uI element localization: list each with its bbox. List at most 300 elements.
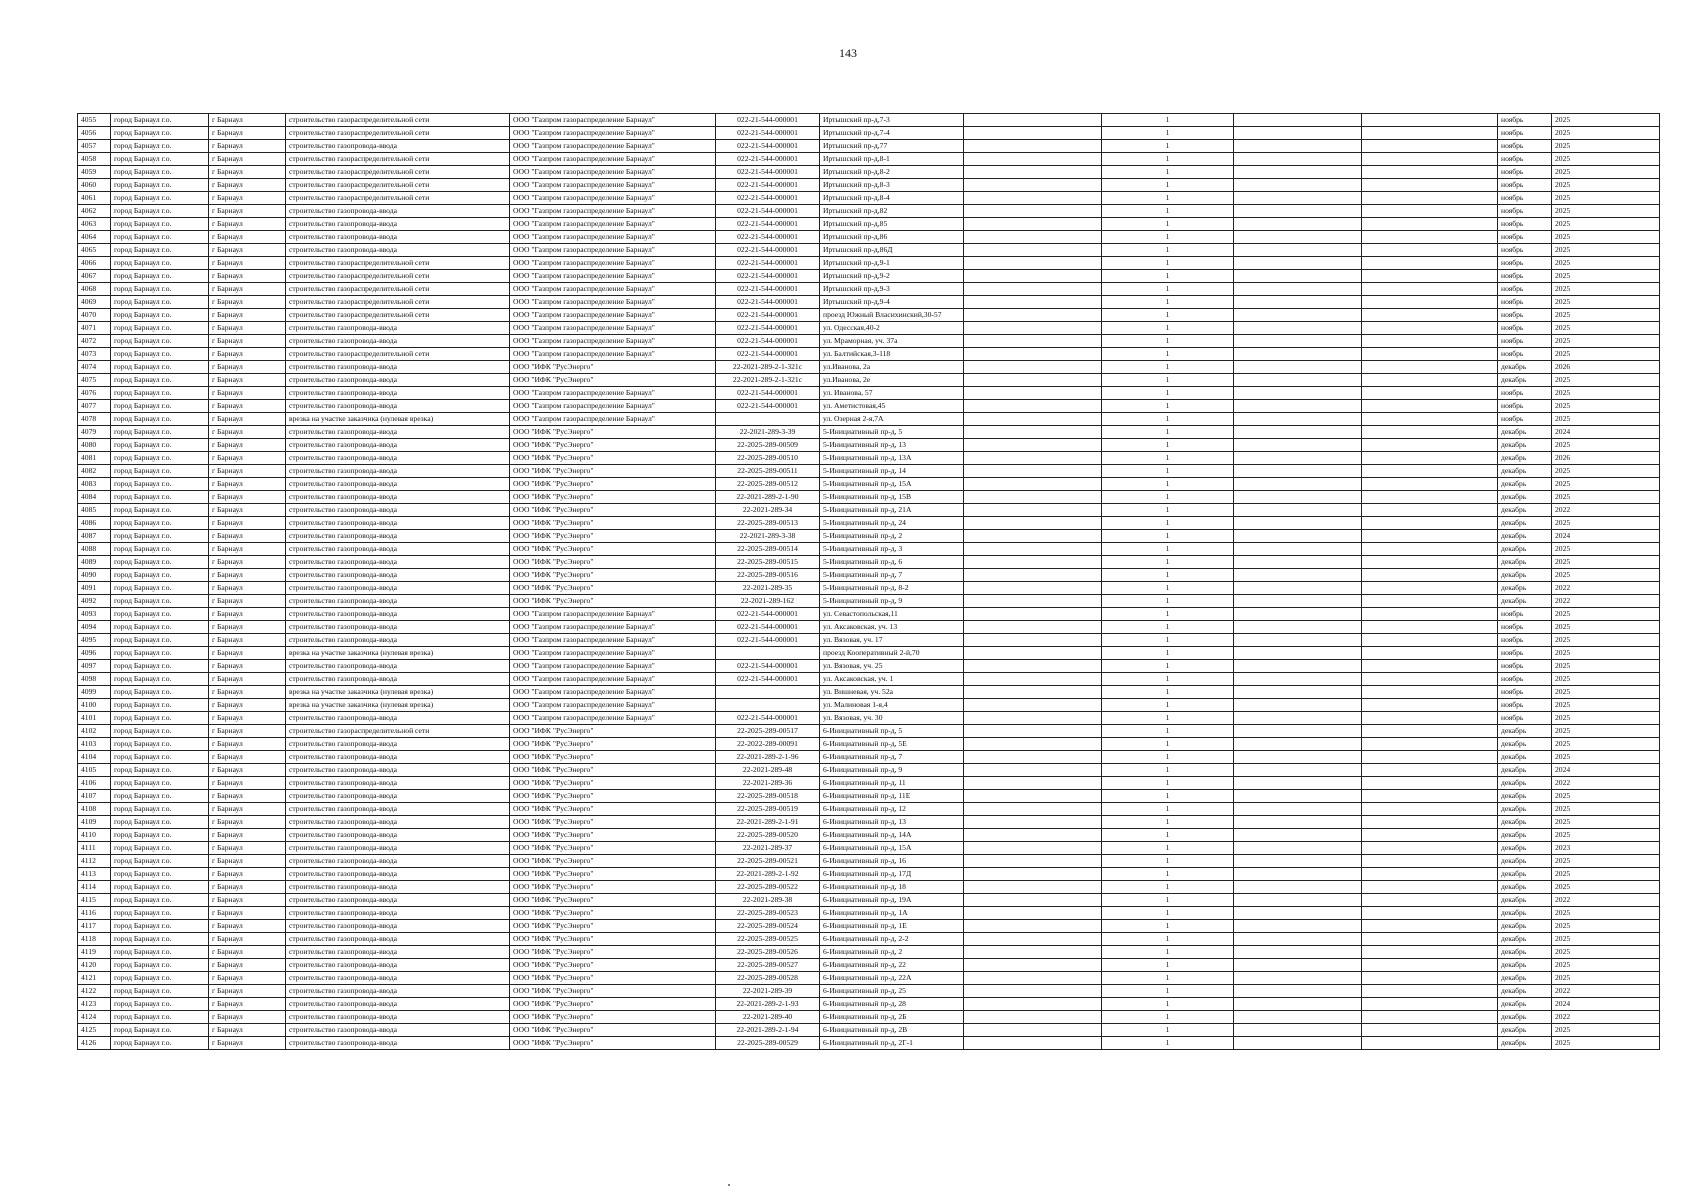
empty-cell [1362, 816, 1498, 829]
count-cell: 1 [1102, 153, 1234, 166]
count-cell: 1 [1102, 465, 1234, 478]
count-cell: 1 [1102, 881, 1234, 894]
address-cell: 6-Инициативный пр-д, 1А [820, 907, 964, 920]
organization-cell: ООО "Газпром газораспределение Барнаул" [510, 413, 716, 426]
city-cell: г Барнаул [209, 959, 286, 972]
year-cell: 2026 [1552, 452, 1660, 465]
city-cell: г Барнаул [209, 140, 286, 153]
empty-cell [1234, 465, 1362, 478]
table-row [78, 829, 1660, 842]
empty-cell [1362, 621, 1498, 634]
registration-number-cell: 22-2025-289-00525 [716, 933, 820, 946]
month-cell: ноябрь [1498, 257, 1552, 270]
address-cell: Иртышский пр-д,9-2 [820, 270, 964, 283]
row-number-cell: 4123 [78, 998, 111, 1011]
district-cell: город Барнаул г.о. [111, 621, 209, 634]
count-cell: 1 [1102, 634, 1234, 647]
row-number-cell: 4072 [78, 335, 111, 348]
month-cell: ноябрь [1498, 127, 1552, 140]
city-cell: г Барнаул [209, 751, 286, 764]
district-cell: город Барнаул г.о. [111, 751, 209, 764]
registration-number-cell: 22-2025-289-00515 [716, 556, 820, 569]
year-cell: 2024 [1552, 998, 1660, 1011]
registration-number-cell: 022-21-544-000001 [716, 608, 820, 621]
city-cell: г Барнаул [209, 972, 286, 985]
empty-cell [1362, 179, 1498, 192]
year-cell: 2025 [1552, 959, 1660, 972]
empty-cell [1362, 322, 1498, 335]
registration-number-cell: 22-2021-289-162 [716, 595, 820, 608]
month-cell: ноябрь [1498, 244, 1552, 257]
table-row [78, 192, 1660, 205]
empty-cell [1234, 491, 1362, 504]
address-cell: ул. Вязовая, уч. 30 [820, 712, 964, 725]
empty-cell [964, 907, 1102, 920]
month-cell: декабрь [1498, 543, 1552, 556]
organization-cell: ООО "ИФК "РусЭнерго" [510, 972, 716, 985]
row-number-cell: 4096 [78, 647, 111, 660]
year-cell: 2025 [1552, 1024, 1660, 1037]
registration-number-cell [716, 413, 820, 426]
registration-number-cell: 22-2025-289-00519 [716, 803, 820, 816]
count-cell: 1 [1102, 868, 1234, 881]
organization-cell: ООО "Газпром газораспределение Барнаул" [510, 335, 716, 348]
district-cell: город Барнаул г.о. [111, 452, 209, 465]
row-number-cell: 4100 [78, 699, 111, 712]
district-cell: город Барнаул г.о. [111, 816, 209, 829]
city-cell: г Барнаул [209, 569, 286, 582]
city-cell: г Барнаул [209, 205, 286, 218]
empty-cell [1362, 439, 1498, 452]
work-type-cell: строительство газораспределительной сети [286, 166, 510, 179]
empty-cell [1234, 322, 1362, 335]
address-cell: 6-Инициативный пр-д, 28 [820, 998, 964, 1011]
table-row [78, 634, 1660, 647]
empty-cell [1362, 738, 1498, 751]
month-cell: декабрь [1498, 569, 1552, 582]
empty-cell [964, 452, 1102, 465]
year-cell: 2025 [1552, 556, 1660, 569]
year-cell: 2025 [1552, 855, 1660, 868]
empty-cell [1362, 517, 1498, 530]
empty-cell [964, 972, 1102, 985]
empty-cell [1362, 283, 1498, 296]
row-number-cell: 4115 [78, 894, 111, 907]
empty-cell [1234, 881, 1362, 894]
empty-cell [1234, 569, 1362, 582]
district-cell: город Барнаул г.о. [111, 478, 209, 491]
empty-cell [1362, 1024, 1498, 1037]
month-cell: ноябрь [1498, 205, 1552, 218]
empty-cell [964, 283, 1102, 296]
organization-cell: ООО "Газпром газораспределение Барнаул" [510, 257, 716, 270]
address-cell: ул.Иванова, 2а [820, 361, 964, 374]
count-cell: 1 [1102, 998, 1234, 1011]
organization-cell: ООО "ИФК "РусЭнерго" [510, 426, 716, 439]
empty-cell [1362, 478, 1498, 491]
city-cell: г Барнаул [209, 985, 286, 998]
address-cell: Иртышский пр-д,77 [820, 140, 964, 153]
empty-cell [1362, 491, 1498, 504]
empty-cell [1362, 712, 1498, 725]
empty-cell [964, 543, 1102, 556]
empty-cell [1234, 374, 1362, 387]
month-cell: декабрь [1498, 465, 1552, 478]
empty-cell [964, 439, 1102, 452]
row-number-cell: 4071 [78, 322, 111, 335]
work-type-cell: строительство газораспределительной сети [286, 283, 510, 296]
empty-cell [1362, 647, 1498, 660]
city-cell: г Барнаул [209, 816, 286, 829]
table-row [78, 309, 1660, 322]
district-cell: город Барнаул г.о. [111, 959, 209, 972]
year-cell: 2025 [1552, 335, 1660, 348]
address-cell: 6-Инициативный пр-д, 12 [820, 803, 964, 816]
address-cell: 5-Инициативный пр-д, 5 [820, 426, 964, 439]
district-cell: город Барнаул г.о. [111, 400, 209, 413]
month-cell: ноябрь [1498, 166, 1552, 179]
empty-cell [1234, 348, 1362, 361]
city-cell: г Барнаул [209, 595, 286, 608]
table-row [78, 933, 1660, 946]
address-cell: Иртышский пр-д,9-3 [820, 283, 964, 296]
month-cell: декабрь [1498, 582, 1552, 595]
city-cell: г Барнаул [209, 660, 286, 673]
empty-cell [964, 348, 1102, 361]
district-cell: город Барнаул г.о. [111, 1011, 209, 1024]
empty-cell [1234, 634, 1362, 647]
city-cell: г Барнаул [209, 543, 286, 556]
organization-cell: ООО "ИФК "РусЭнерго" [510, 998, 716, 1011]
registration-number-cell: 022-21-544-000001 [716, 257, 820, 270]
month-cell: декабрь [1498, 816, 1552, 829]
work-type-cell: строительство газопровода-ввода [286, 218, 510, 231]
month-cell: ноябрь [1498, 218, 1552, 231]
empty-cell [1234, 790, 1362, 803]
registration-number-cell: 022-21-544-000001 [716, 140, 820, 153]
empty-cell [964, 699, 1102, 712]
district-cell: город Барнаул г.о. [111, 946, 209, 959]
work-type-cell: строительство газопровода-ввода [286, 205, 510, 218]
count-cell: 1 [1102, 985, 1234, 998]
count-cell: 1 [1102, 257, 1234, 270]
district-cell: город Барнаул г.о. [111, 257, 209, 270]
work-type-cell: строительство газопровода-ввода [286, 738, 510, 751]
registration-number-cell: 022-21-544-000001 [716, 712, 820, 725]
address-cell: 6-Инициативный пр-д, 11Е [820, 790, 964, 803]
count-cell: 1 [1102, 543, 1234, 556]
registration-number-cell: 22-2021-289-35 [716, 582, 820, 595]
month-cell: декабрь [1498, 868, 1552, 881]
city-cell: г Барнаул [209, 452, 286, 465]
month-cell: ноябрь [1498, 335, 1552, 348]
row-number-cell: 4094 [78, 621, 111, 634]
work-type-cell: строительство газопровода-ввода [286, 764, 510, 777]
table-row [78, 946, 1660, 959]
work-type-cell: строительство газопровода-ввода [286, 946, 510, 959]
address-cell: 6-Инициативный пр-д, 2В [820, 1024, 964, 1037]
district-cell: город Барнаул г.о. [111, 517, 209, 530]
year-cell: 2025 [1552, 400, 1660, 413]
city-cell: г Барнаул [209, 933, 286, 946]
organization-cell: ООО "ИФК "РусЭнерго" [510, 465, 716, 478]
row-number-cell: 4111 [78, 842, 111, 855]
district-cell: город Барнаул г.о. [111, 1024, 209, 1037]
work-type-cell: строительство газопровода-ввода [286, 335, 510, 348]
row-number-cell: 4102 [78, 725, 111, 738]
organization-cell: ООО "Газпром газораспределение Барнаул" [510, 114, 716, 127]
empty-cell [964, 673, 1102, 686]
address-cell: 5-Инициативный пр-д, 14 [820, 465, 964, 478]
empty-cell [1362, 673, 1498, 686]
registration-number-cell: 022-21-544-000001 [716, 335, 820, 348]
city-cell: г Барнаул [209, 712, 286, 725]
month-cell: декабрь [1498, 426, 1552, 439]
work-type-cell: строительство газопровода-ввода [286, 439, 510, 452]
address-cell: 5-Инициативный пр-д, 7 [820, 569, 964, 582]
district-cell: город Барнаул г.о. [111, 595, 209, 608]
district-cell: город Барнаул г.о. [111, 881, 209, 894]
month-cell: декабрь [1498, 530, 1552, 543]
work-type-cell: строительство газопровода-ввода [286, 790, 510, 803]
registration-number-cell: 22-2021-289-2-1-321с [716, 374, 820, 387]
empty-cell [1362, 608, 1498, 621]
registration-number-cell [716, 647, 820, 660]
registration-number-cell: 22-2025-289-00509 [716, 439, 820, 452]
registration-number-cell: 22-2021-289-2-1-96 [716, 751, 820, 764]
empty-cell [964, 400, 1102, 413]
count-cell: 1 [1102, 595, 1234, 608]
city-cell: г Барнаул [209, 699, 286, 712]
address-cell: 6-Инициативный пр-д, 17Д [820, 868, 964, 881]
district-cell: город Барнаул г.о. [111, 647, 209, 660]
table-row [78, 504, 1660, 517]
row-number-cell: 4103 [78, 738, 111, 751]
organization-cell: ООО "ИФК "РусЭнерго" [510, 582, 716, 595]
registration-number-cell: 22-2025-289-00512 [716, 478, 820, 491]
address-cell: 6-Инициативный пр-д, 13 [820, 816, 964, 829]
row-number-cell: 4112 [78, 855, 111, 868]
year-cell: 2025 [1552, 296, 1660, 309]
district-cell: город Барнаул г.о. [111, 803, 209, 816]
work-type-cell: строительство газопровода-ввода [286, 322, 510, 335]
month-cell: декабрь [1498, 439, 1552, 452]
month-cell: ноябрь [1498, 699, 1552, 712]
registration-number-cell: 022-21-544-000001 [716, 309, 820, 322]
empty-cell [1234, 192, 1362, 205]
work-type-cell: строительство газопровода-ввода [286, 803, 510, 816]
table-row [78, 465, 1660, 478]
empty-cell [1234, 777, 1362, 790]
count-cell: 1 [1102, 894, 1234, 907]
organization-cell: ООО "Газпром газораспределение Барнаул" [510, 244, 716, 257]
empty-cell [964, 660, 1102, 673]
table-row [78, 985, 1660, 998]
organization-cell: ООО "Газпром газораспределение Барнаул" [510, 153, 716, 166]
table-row [78, 491, 1660, 504]
work-type-cell: врезка на участке заказчика (нулевая врезка) [286, 686, 510, 699]
empty-cell [1362, 244, 1498, 257]
count-cell: 1 [1102, 621, 1234, 634]
month-cell: ноябрь [1498, 608, 1552, 621]
empty-cell [1234, 218, 1362, 231]
organization-cell: ООО "ИФК "РусЭнерго" [510, 790, 716, 803]
table-row [78, 530, 1660, 543]
year-cell: 2025 [1552, 569, 1660, 582]
empty-cell [1234, 842, 1362, 855]
city-cell: г Барнаул [209, 764, 286, 777]
month-cell: декабрь [1498, 738, 1552, 751]
month-cell: ноябрь [1498, 296, 1552, 309]
count-cell: 1 [1102, 504, 1234, 517]
empty-cell [1362, 309, 1498, 322]
district-cell: город Барнаул г.о. [111, 738, 209, 751]
work-type-cell: строительство газопровода-ввода [286, 816, 510, 829]
city-cell: г Барнаул [209, 127, 286, 140]
organization-cell: ООО "Газпром газораспределение Барнаул" [510, 140, 716, 153]
count-cell: 1 [1102, 660, 1234, 673]
district-cell: город Барнаул г.о. [111, 179, 209, 192]
organization-cell: ООО "ИФК "РусЭнерго" [510, 543, 716, 556]
city-cell: г Барнаул [209, 647, 286, 660]
empty-cell [964, 309, 1102, 322]
row-number-cell: 4056 [78, 127, 111, 140]
table-row [78, 231, 1660, 244]
registration-number-cell: 022-21-544-000001 [716, 231, 820, 244]
work-type-cell: врезка на участке заказчика (нулевая врезка) [286, 699, 510, 712]
organization-cell: ООО "ИФК "РусЭнерго" [510, 1037, 716, 1050]
row-number-cell: 4089 [78, 556, 111, 569]
table-row [78, 296, 1660, 309]
empty-cell [1234, 452, 1362, 465]
organization-cell: ООО "Газпром газораспределение Барнаул" [510, 400, 716, 413]
registration-number-cell: 022-21-544-000001 [716, 387, 820, 400]
registration-number-cell: 022-21-544-000001 [716, 127, 820, 140]
table-row [78, 972, 1660, 985]
month-cell: декабрь [1498, 998, 1552, 1011]
year-cell: 2025 [1552, 478, 1660, 491]
empty-cell [1234, 907, 1362, 920]
table-row [78, 569, 1660, 582]
city-cell: г Барнаул [209, 738, 286, 751]
address-cell: ул. Севастопольская,11 [820, 608, 964, 621]
city-cell: г Барнаул [209, 621, 286, 634]
work-type-cell: строительство газопровода-ввода [286, 244, 510, 257]
year-cell: 2025 [1552, 491, 1660, 504]
empty-cell [964, 465, 1102, 478]
empty-cell [964, 491, 1102, 504]
registration-number-cell: 22-2025-289-00522 [716, 881, 820, 894]
organization-cell: ООО "Газпром газораспределение Барнаул" [510, 608, 716, 621]
district-cell: город Барнаул г.о. [111, 231, 209, 244]
city-cell: г Барнаул [209, 335, 286, 348]
table-row [78, 1024, 1660, 1037]
district-cell: город Барнаул г.о. [111, 413, 209, 426]
city-cell: г Барнаул [209, 790, 286, 803]
count-cell: 1 [1102, 270, 1234, 283]
city-cell: г Барнаул [209, 530, 286, 543]
city-cell: г Барнаул [209, 946, 286, 959]
table-row [78, 621, 1660, 634]
work-type-cell: строительство газопровода-ввода [286, 595, 510, 608]
district-cell: город Барнаул г.о. [111, 855, 209, 868]
empty-cell [1362, 465, 1498, 478]
count-cell: 1 [1102, 491, 1234, 504]
empty-cell [1362, 725, 1498, 738]
registration-number-cell: 22-2025-289-00529 [716, 1037, 820, 1050]
organization-cell: ООО "ИФК "РусЭнерго" [510, 959, 716, 972]
count-cell: 1 [1102, 127, 1234, 140]
empty-cell [964, 569, 1102, 582]
work-type-cell: строительство газораспределительной сети [286, 257, 510, 270]
organization-cell: ООО "Газпром газораспределение Барнаул" [510, 634, 716, 647]
empty-cell [1362, 829, 1498, 842]
month-cell: декабрь [1498, 777, 1552, 790]
registration-number-cell: 22-2021-289-37 [716, 842, 820, 855]
row-number-cell: 4073 [78, 348, 111, 361]
empty-cell [964, 855, 1102, 868]
work-type-cell: строительство газопровода-ввода [286, 920, 510, 933]
row-number-cell: 4067 [78, 270, 111, 283]
table-row [78, 322, 1660, 335]
table-row [78, 361, 1660, 374]
year-cell: 2022 [1552, 1011, 1660, 1024]
table-row [78, 244, 1660, 257]
registration-number-cell: 22-2025-289-00513 [716, 517, 820, 530]
empty-cell [964, 478, 1102, 491]
city-cell: г Барнаул [209, 855, 286, 868]
address-cell: Иртышский пр-д,82 [820, 205, 964, 218]
year-cell: 2025 [1552, 972, 1660, 985]
organization-cell: ООО "ИФК "РусЭнерго" [510, 595, 716, 608]
organization-cell: ООО "ИФК "РусЭнерго" [510, 439, 716, 452]
row-number-cell: 4074 [78, 361, 111, 374]
city-cell: г Барнаул [209, 374, 286, 387]
organization-cell: ООО "ИФК "РусЭнерго" [510, 491, 716, 504]
address-cell: ул. Аксаковская, уч. 1 [820, 673, 964, 686]
organization-cell: ООО "ИФК "РусЭнерго" [510, 738, 716, 751]
empty-cell [964, 231, 1102, 244]
organization-cell: ООО "Газпром газораспределение Барнаул" [510, 166, 716, 179]
organization-cell: ООО "ИФК "РусЭнерго" [510, 374, 716, 387]
month-cell: декабрь [1498, 803, 1552, 816]
address-cell: 6-Инициативный пр-д, 25 [820, 985, 964, 998]
empty-cell [1234, 478, 1362, 491]
year-cell: 2025 [1552, 907, 1660, 920]
table-row [78, 556, 1660, 569]
year-cell: 2025 [1552, 205, 1660, 218]
registration-number-cell: 22-2025-289-00520 [716, 829, 820, 842]
empty-cell [1234, 647, 1362, 660]
work-type-cell: строительство газопровода-ввода [286, 543, 510, 556]
address-cell: Иртышский пр-д,7-3 [820, 114, 964, 127]
organization-cell: ООО "ИФК "РусЭнерго" [510, 868, 716, 881]
empty-cell [1234, 309, 1362, 322]
city-cell: г Барнаул [209, 153, 286, 166]
empty-cell [964, 985, 1102, 998]
table-row [78, 777, 1660, 790]
work-type-cell: строительство газопровода-ввода [286, 985, 510, 998]
empty-cell [1362, 595, 1498, 608]
row-number-cell: 4076 [78, 387, 111, 400]
month-cell: ноябрь [1498, 283, 1552, 296]
organization-cell: ООО "ИФК "РусЭнерго" [510, 920, 716, 933]
address-cell: ул. Озерная 2-я,7А [820, 413, 964, 426]
empty-cell [1362, 985, 1498, 998]
organization-cell: ООО "ИФК "РусЭнерго" [510, 946, 716, 959]
year-cell: 2023 [1552, 842, 1660, 855]
month-cell: ноябрь [1498, 270, 1552, 283]
